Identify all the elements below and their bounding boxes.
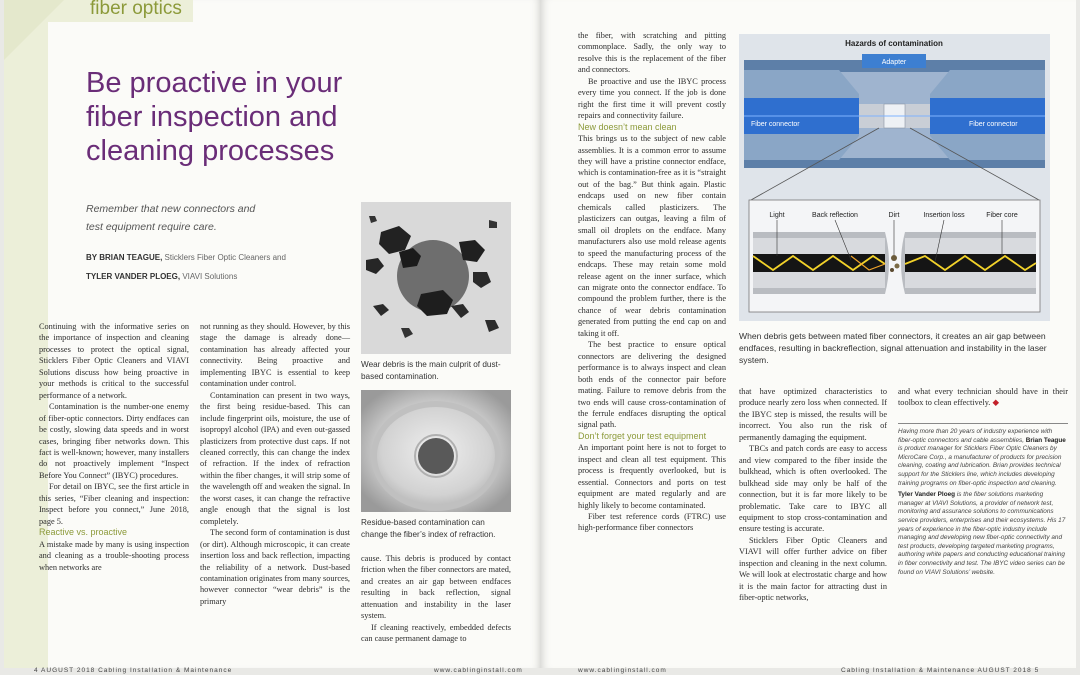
paragraph: Continuing with the informative series on the importance of inspection and cleaning processes to protect the optical signal, Sticklers Fiber Optic Cleaners and VIAVI Solutions discuss how being proactive in your methods is critical to the successful performance of a network. xyxy=(39,322,189,400)
paragraph: cause. This debris is produced by contact friction when the fiber connectors are mated, and creates an air gap between endfaces resulting in back reflection, signal attenuation and instability in the laser system. xyxy=(361,554,511,621)
paragraph: TBCs and patch cords are easy to access and view compared to the fiber inside the bulkhead, which is often overlooked. The bulkhead side may only be half of the connection, but it is far more likely to be problematic. Take care to IBYC all equipment to stop cross-contamination and ensure testing is accurate. xyxy=(739,444,887,534)
right-column-1 xyxy=(578,30,726,534)
article-deck xyxy=(86,200,286,236)
paragraph: Fiber test reference cords (FTRC) use high-performance fiber connectors xyxy=(578,512,726,533)
paragraph: If cleaning reactively, embedded defects can cause permanent damage to xyxy=(361,622,511,644)
label-fiber-core: Fiber core xyxy=(986,212,1018,219)
bio-tyler-vander-ploeg xyxy=(898,491,1068,577)
paragraph: An important point here is not to forget to inspect and clean all test equipment. This process is frequently overlooked, but is essential. Connectors and ports on test equipment are mated regularly and are highly likely to become contaminated. xyxy=(578,443,726,510)
paragraph: not running as they should. However, by this stage the damage is already done—contamination has already affected your connectivity. Being proactive and implementing IBYC is essential to keep contamination under control. xyxy=(200,322,350,389)
paragraph: The best practice to ensure optical connectors are delivering the designed performance is to always inspect and clean both ends of the connector pair before mating. Failure to remove debris from the two ends will cause cross-contamination of the ferrule endfaces disrupting the optical signal path. xyxy=(578,340,726,430)
paragraph: the fiber, with scratching and pitting commonplace. Sadly, the only way to resolve this is the replacement of the fiber and connectors. xyxy=(578,31,726,75)
left-page xyxy=(4,0,541,674)
deck-line-2: test equipment require care. xyxy=(86,221,217,233)
left-connector-label: Fiber connector xyxy=(751,121,800,128)
paragraph: This brings us to the subject of new cable assemblies. It is a common error to assume they will have a pristine connector endface, which is contamination-free as it is “straight out of the bag.” But think again. Plastic endcaps used on new fiber contain chemicals called plasticizers. The plasticizers can outgas, leaving a film of small oil droplets on the endface. Many manufacturers also use mold release agents to speed the manufacturing process of the endcaps. These may retain some mold release agent on the inner surface, which can migrate onto the connector endface. To compound the problem further, there is the chance of wear debris contamination generated from putting the end cap on and taking it off. xyxy=(578,134,726,338)
bio-1-name: Brian Teague xyxy=(1025,436,1066,444)
subhead-reactive: Reactive vs. proactive xyxy=(39,527,128,538)
diagram-caption: When debris gets between mated fiber connectors, it creates an air gap between endfaces, resulting in backreflection, signal attenuation and instability in the laser system. xyxy=(739,331,1047,365)
left-column-1 xyxy=(39,321,189,573)
byline-author-1 xyxy=(86,253,356,262)
paragraph: A mistake made by many is using inspection and cleaning as a trouble-shooting process when networks are xyxy=(39,539,189,572)
left-column-3 xyxy=(361,553,511,645)
byline-author-2 xyxy=(86,272,356,281)
section-corner xyxy=(4,0,64,60)
article-headline xyxy=(86,66,376,168)
contamination-diagram xyxy=(739,34,1050,321)
bio-1-rest: is product manager for Sticklers Fiber Optic Cleaners by MicroCare Corp., a manufacturer of products for precision cleaning, coating and lubrication. Brian provides technical support for the Sticklers line, which includes developing training programs on fiber-optic inspection and cleaning. xyxy=(898,445,1062,487)
paragraph: Contamination is the number-one enemy of fiber-optic connectors. Dirty endfaces can be costly, slowing data speeds and in worst cases, bringing fiber networks down. This fact is well-known; however, many installers do not proactively implement “Inspect Before You Connect” (IBYC) procedures. xyxy=(39,402,189,480)
label-back-reflection: Back reflection xyxy=(812,212,858,219)
paragraph: For detail on IBYC, see the first article in this series, “Fiber cleaning and inspection: Inspect before you connect,” June 2018, page 5. xyxy=(39,482,189,526)
headline-line-1: Be proactive in your xyxy=(86,67,343,99)
section-label: fiber optics xyxy=(90,0,182,19)
bio-2-name: Tyler Vander Ploeg xyxy=(898,491,956,499)
label-light: Light xyxy=(769,212,785,219)
diagram-title: Hazards of contamination xyxy=(845,39,943,48)
author-1-org: Sticklers Fiber Optic Cleaners and xyxy=(164,253,286,262)
label-insertion-loss: Insertion loss xyxy=(923,212,965,219)
closing-paragraph xyxy=(898,386,1068,409)
right-column-3 xyxy=(898,386,1068,409)
left-folio: 4 AUGUST 2018 Cabling Installation & Maintenance xyxy=(34,667,233,674)
right-page xyxy=(541,0,1076,674)
author-2-org: VIAVI Solutions xyxy=(182,272,238,281)
right-column-2 xyxy=(739,386,887,604)
paragraph: Be proactive and use the IBYC process every time you connect. If the job is done right the first time it will prevent costly repairs and connectivity failure. xyxy=(578,76,726,121)
right-folio: Cabling Installation & Maintenance AUGUST 2018 5 xyxy=(841,667,1040,674)
residue-caption: Residue-based contamination can change the fiber’s index of refraction. xyxy=(361,518,496,539)
bio-1-lead: Having more than 20 years of industry experience with fiber-optic connectors and cable assemblies, xyxy=(898,428,1053,444)
paragraph: Sticklers Fiber Optic Cleaners and VIAVI will offer further advice on fiber inspection and cleaning in the next column. We will look at electrostatic charge and how it is the main factor for attracting dust in fiber-optic networks, xyxy=(739,535,887,603)
headline-line-2: fiber inspection and xyxy=(86,101,338,133)
residue-photo xyxy=(361,390,511,512)
paragraph: Contamination can present in two ways, the first being residue-based. This can include fingerprint oils, moisture, the use of isopropyl alcohol (IPA) and even out-gassed plasticizers from protective dust caps. If not cleaned correctly, this can change the index of refraction. If the index of refraction within the fiber changes, it will strip some of the wavelength off and weaken the signal. In the worst cases, it can change the refractive angle enough that the signal is lost completely. xyxy=(200,390,350,526)
author-bios xyxy=(898,423,1068,580)
subhead-new-not-clean: New doesn’t mean clean xyxy=(578,121,677,132)
end-mark-icon: ◆ xyxy=(992,398,999,408)
closing-text: and what every technician should have in their toolbox to clean effectively. xyxy=(898,387,1068,408)
left-column-2 xyxy=(200,321,350,607)
subhead-test-equipment: Don’t forget your test equipment xyxy=(578,430,707,441)
wear-debris-caption: Wear debris is the main culprit of dust-based contamination. xyxy=(361,360,501,381)
wear-debris-photo xyxy=(361,202,511,354)
right-url: www.cablinginstall.com xyxy=(578,667,667,674)
paragraph: The second form of contamination is dust (or dirt). Although microscopic, it can create insertion loss and back reflection, impacting the reliability of a network. Dust-based contamination originates from many sources, however connector “wear debris” is the primary xyxy=(200,528,350,606)
left-url: www.cablinginstall.com xyxy=(434,667,523,674)
bio-2-rest: is the fiber solutions marketing manager at VIAVI Solutions, a provider of network test, monitoring and assurance solutions to communications service providers, enterprises and their ecosystems. His 17 years of experience in the fiber-optic industry include managing and developing new fiber-optic connectivity and test products, developing targeted marketing programs, authoring white papers and conducting educational training in fiber connectivity and test. The IBYC video series can be found on VIAVI Solutions’ website. xyxy=(898,491,1066,576)
deck-line-1: Remember that new connectors and xyxy=(86,203,256,215)
right-connector-label: Fiber connector xyxy=(969,121,1018,128)
author-2-name: TYLER VANDER PLOEG, xyxy=(86,272,181,281)
bio-brian-teague xyxy=(898,428,1068,488)
adapter-label: Adapter xyxy=(881,59,907,66)
paragraph: that have optimized characteristics to produce nearly zero loss when connected. If the IBYC step is missed, the results will be incorrect. You also run the risk of permanently damaging the equipment. xyxy=(739,387,887,442)
label-dirt: Dirt xyxy=(888,212,900,219)
author-1-name: BY BRIAN TEAGUE, xyxy=(86,253,163,262)
headline-line-3: cleaning processes xyxy=(86,135,335,167)
